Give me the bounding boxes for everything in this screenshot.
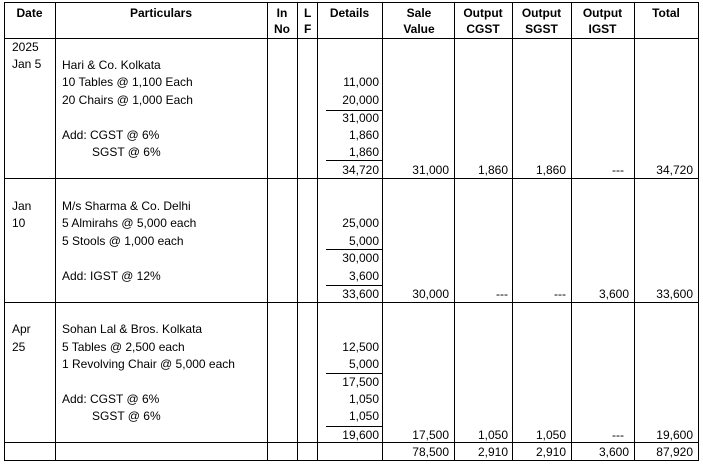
item-line: 10 Tables @ 1,100 Each	[62, 75, 193, 89]
header-output-igst: Output IGST	[582, 6, 623, 36]
igst-amount: ---	[612, 163, 624, 177]
detail-amount: 17,500	[342, 375, 379, 389]
tax-line: Add: IGST @ 12%	[62, 269, 161, 283]
subtotal-rule	[326, 373, 382, 374]
header-lf: L F	[304, 6, 312, 36]
detail-amount: 30,000	[342, 251, 379, 265]
detail-amount: 11,000	[343, 75, 379, 89]
party-name: Sohan Lal & Bros. Kolkata	[62, 322, 203, 336]
header-in-no: In No	[274, 6, 290, 36]
subtotal-rule	[326, 285, 382, 286]
col-divider	[267, 2, 268, 460]
header-output-sgst: Output SGST	[521, 6, 562, 36]
detail-amount: 31,000	[342, 111, 379, 125]
subtotal-rule	[326, 249, 382, 250]
detail-amount: 1,860	[348, 128, 379, 142]
party-name: M/s Sharma & Co. Delhi	[62, 199, 191, 213]
header-divider	[4, 38, 699, 39]
igst-amount: 3,600	[598, 287, 629, 301]
sgst-amount: 1,050	[535, 428, 566, 442]
detail-amount: 3,600	[348, 269, 379, 283]
detail-amount: 34,720	[342, 163, 379, 177]
table-border-right	[698, 2, 699, 460]
detail-amount: 19,600	[342, 428, 379, 442]
detail-amount: 33,600	[342, 287, 379, 301]
grand-total: 87,920	[656, 445, 693, 459]
item-line: 1 Revolving Chair @ 5,000 each	[62, 357, 235, 371]
tax-line: Add: CGST @ 6%	[62, 392, 160, 406]
subtotal-rule	[326, 426, 382, 427]
cgst-amount: 1,050	[477, 428, 508, 442]
detail-amount: 12,500	[342, 340, 379, 354]
entry-date: 10	[12, 216, 26, 230]
header-sale-value: Sale Value	[403, 6, 435, 36]
item-line: 5 Tables @ 2,500 each	[62, 340, 185, 354]
entry-date: Jan	[12, 199, 32, 213]
entry-date: 25	[12, 340, 26, 354]
item-line: 5 Stools @ 1,000 each	[62, 234, 184, 248]
grand-total-sale-value: 78,500	[412, 445, 449, 459]
header-total: Total	[652, 6, 680, 20]
detail-amount: 20,000	[342, 93, 379, 107]
col-divider	[55, 2, 56, 460]
col-divider	[317, 2, 318, 460]
grand-total-sgst: 2,910	[535, 445, 566, 459]
col-divider	[382, 2, 383, 460]
total-amount: 33,600	[656, 287, 693, 301]
entry-date: Jan 5	[12, 57, 42, 71]
tax-line: Add: CGST @ 6%	[62, 128, 160, 142]
cgst-amount: ---	[496, 287, 508, 301]
sale-value: 30,000	[412, 287, 449, 301]
sale-value: 17,500	[412, 428, 449, 442]
entry-date: 2025	[12, 40, 39, 54]
totals-divider	[4, 442, 699, 443]
sale-value: 31,000	[412, 163, 449, 177]
tax-line: SGST @ 6%	[92, 409, 161, 423]
col-divider	[571, 2, 572, 460]
subtotal-rule	[326, 160, 382, 161]
header-date: Date	[16, 6, 43, 20]
header-output-cgst: Output CGST	[463, 6, 503, 36]
item-line: 20 Chairs @ 1,000 Each	[62, 93, 193, 107]
header-details: Details	[329, 6, 370, 20]
col-divider	[297, 2, 298, 460]
tax-line: SGST @ 6%	[92, 145, 161, 159]
total-amount: 34,720	[656, 163, 693, 177]
header-particulars: Particulars	[129, 6, 193, 20]
col-divider	[512, 2, 513, 460]
table-border-bottom	[4, 460, 699, 461]
col-divider	[634, 2, 635, 460]
table-border-top	[4, 2, 699, 3]
party-name: Hari & Co. Kolkata	[62, 58, 161, 72]
detail-amount: 5,000	[348, 357, 379, 371]
entry-date: Apr	[12, 322, 31, 336]
detail-amount: 1,050	[348, 392, 379, 406]
detail-amount: 1,050	[348, 409, 379, 423]
igst-amount: ---	[612, 428, 624, 442]
entry-divider	[4, 178, 699, 179]
grand-total-igst: 3,600	[598, 445, 629, 459]
col-divider	[4, 2, 5, 460]
sgst-amount: 1,860	[535, 163, 566, 177]
item-line: 5 Almirahs @ 5,000 each	[62, 216, 197, 230]
col-divider	[454, 2, 455, 460]
sgst-amount: ---	[554, 287, 566, 301]
cgst-amount: 1,860	[477, 163, 508, 177]
sales-journal-table	[4, 2, 699, 460]
detail-amount: 5,000	[348, 234, 379, 248]
detail-amount: 1,860	[348, 145, 379, 159]
total-amount: 19,600	[656, 428, 693, 442]
grand-total-cgst: 2,910	[477, 445, 508, 459]
entry-divider	[4, 302, 699, 303]
detail-amount: 25,000	[342, 216, 379, 230]
